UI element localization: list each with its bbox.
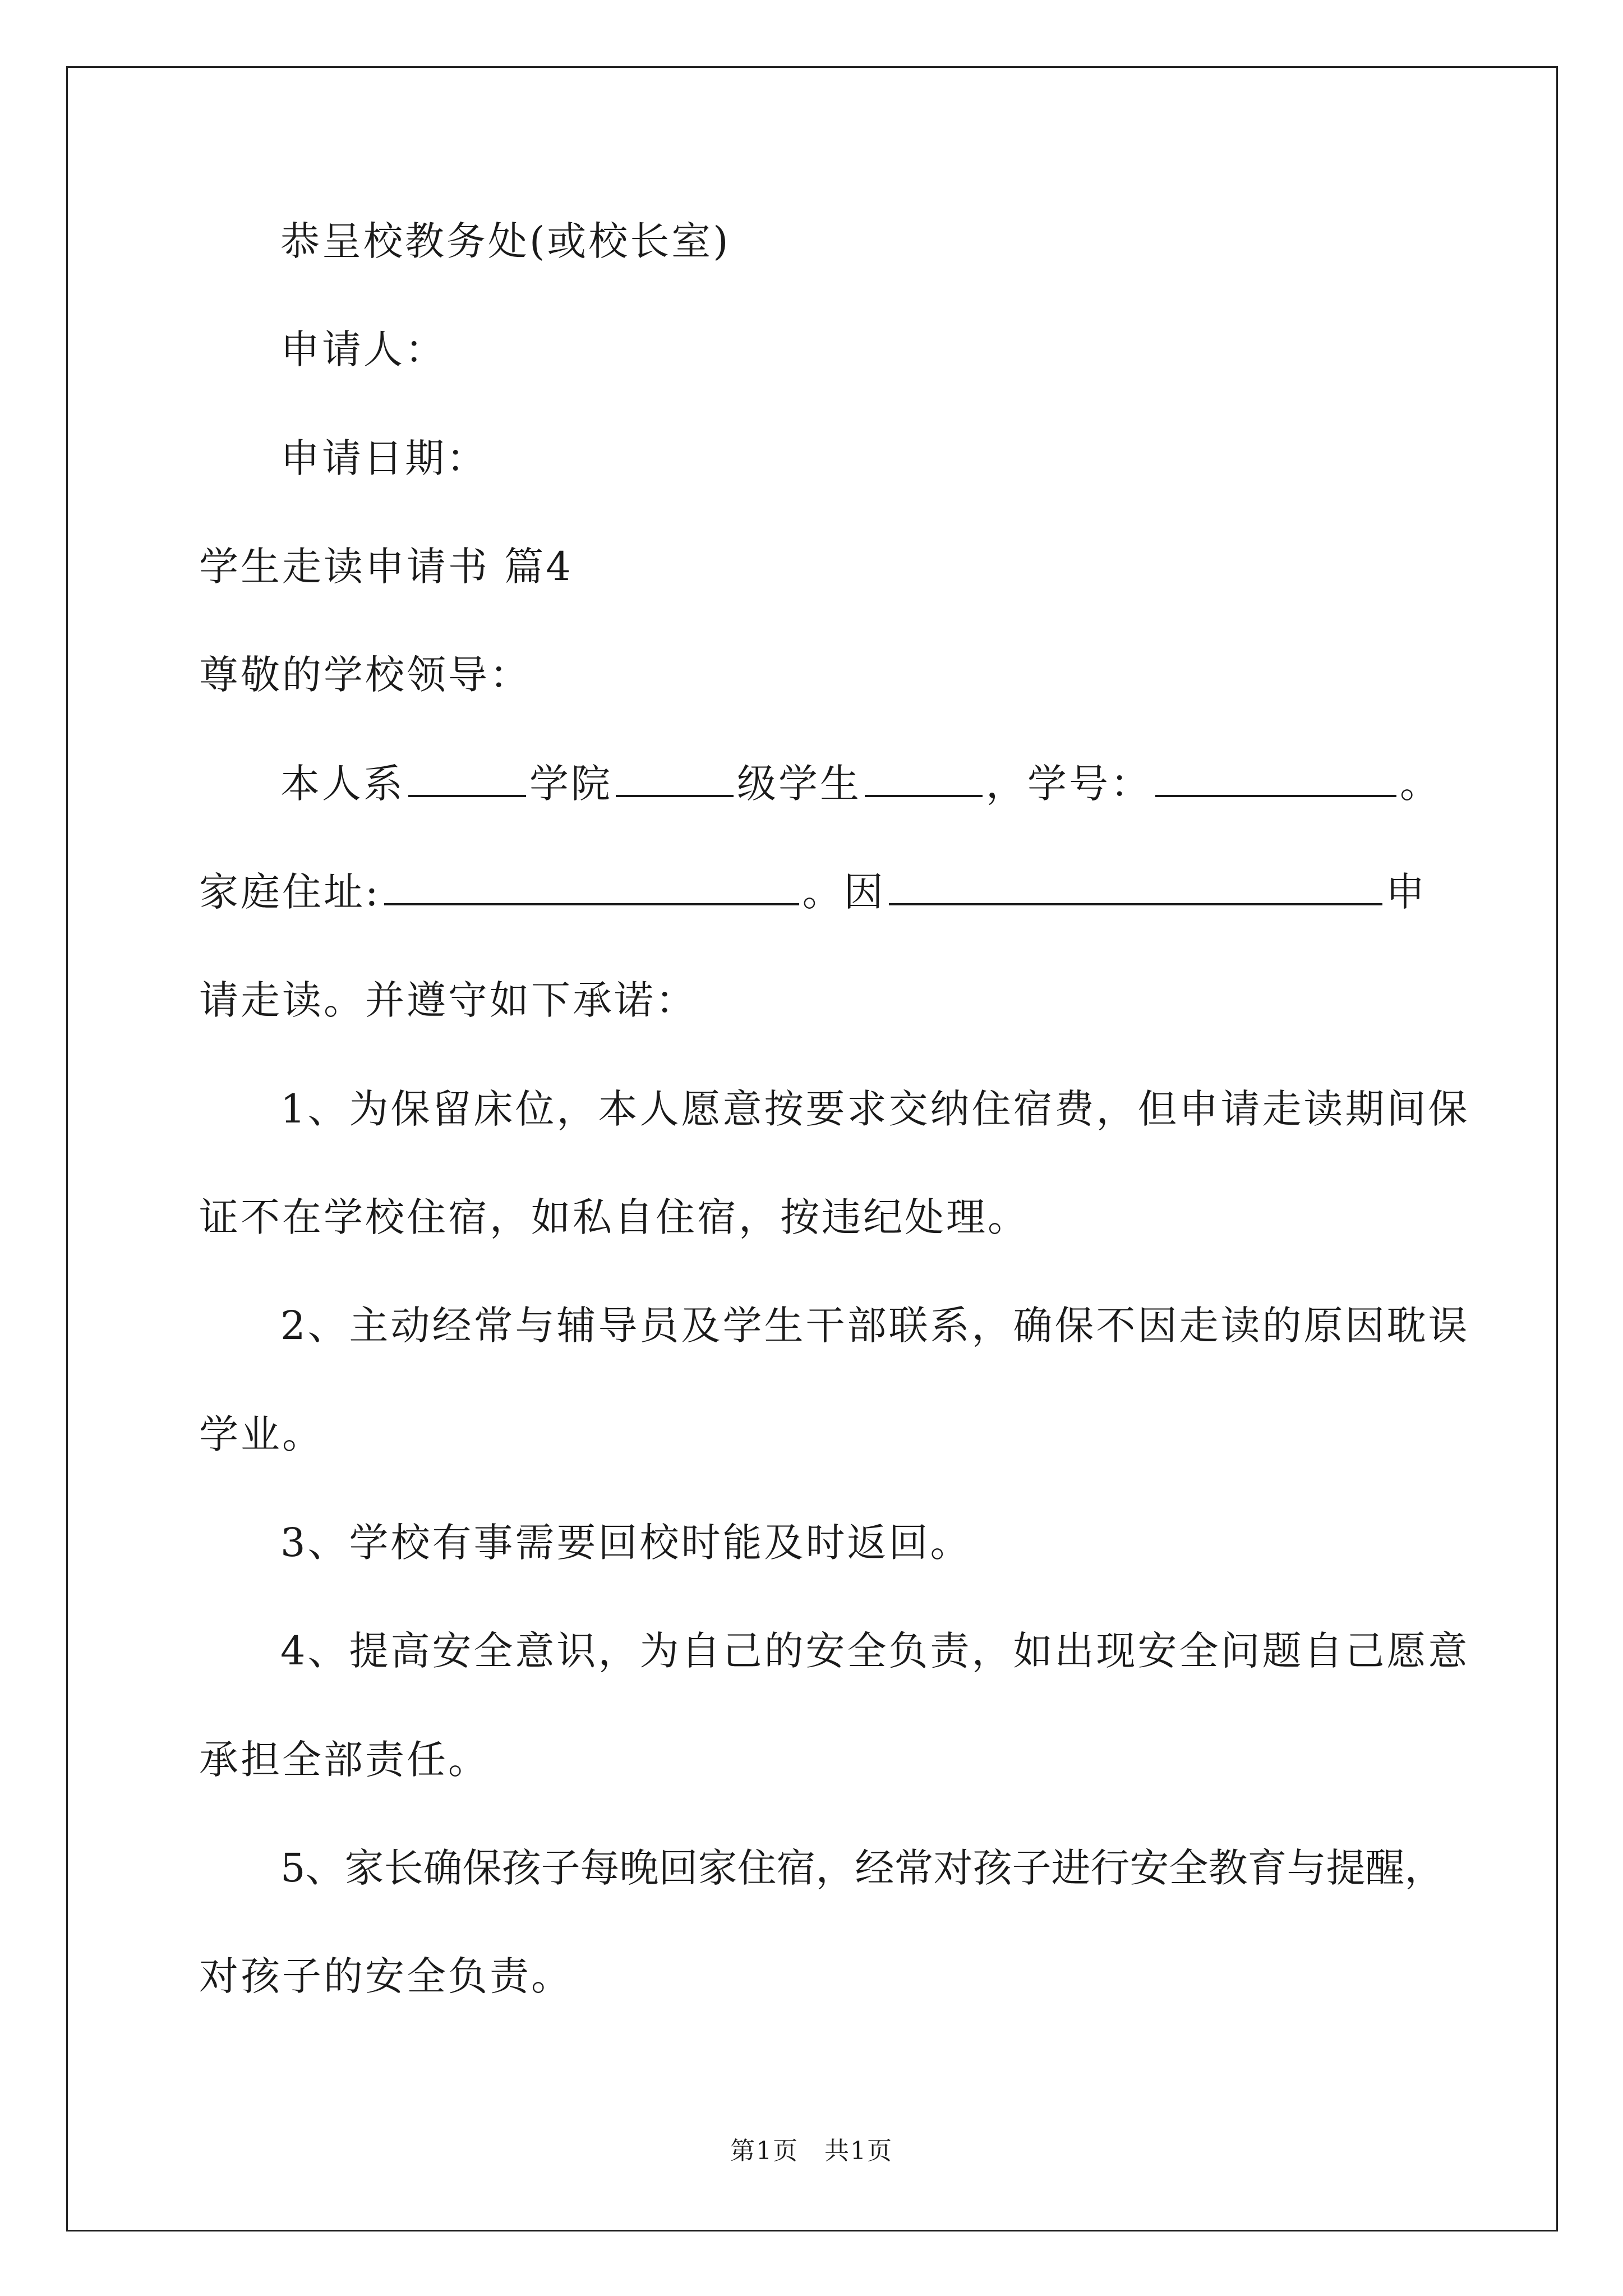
grade-blank: [865, 760, 983, 797]
item-2-line-1: 2、主动经常与辅导员及学生干部联系，确保不因走读的原因耽误: [280, 1303, 1470, 1349]
reason-blank: [889, 868, 1382, 905]
item-4-line-2: 承担全部责任。: [199, 1737, 490, 1783]
item-4-line-1: 4、提高安全意识，为自己的安全负责，如出现安全问题自己愿意: [280, 1628, 1470, 1674]
addressee-line: 恭呈校教务处(或校长室): [280, 218, 731, 264]
item-5-line-2: 对孩子的安全负责。: [199, 1953, 573, 1999]
intro-line-1: [280, 758, 1441, 809]
section-title: 学生走读申请书 篇4: [199, 544, 573, 590]
item-1-line-2: 证不在学校住宿，如私自住宿，按违纪处理。: [199, 1194, 1029, 1240]
date-label: 申请日期：: [280, 435, 488, 481]
intro-line-3: 请走读。并遵守如下承诺：: [199, 977, 697, 1023]
item-3-line-1: 3、学校有事需要回校时能及时返回。: [280, 1520, 972, 1566]
reason-label: 。因: [802, 869, 886, 915]
department-blank: [408, 760, 526, 797]
salutation: 尊敬的学校领导：: [199, 652, 531, 698]
applicant-label: 申请人：: [280, 326, 446, 372]
address-label: 家庭住址:: [199, 869, 381, 915]
intro-text-college: 学院: [529, 761, 612, 807]
intro-text-apply: 申: [1385, 869, 1427, 915]
page-border: [66, 66, 1558, 2231]
item-2-line-2: 学业。: [199, 1411, 324, 1457]
intro-text-period: 。: [1400, 761, 1441, 807]
college-blank: [616, 760, 734, 797]
address-blank: [384, 868, 799, 905]
item-5-line-1: 5、家长确保孩子每晚回家住宿，经常对孩子进行安全教育与提醒，: [280, 1845, 1444, 1891]
intro-text-dept: 本人系: [280, 761, 405, 807]
intro-text-grade: 级学生: [737, 761, 861, 807]
student-id-blank: [1155, 760, 1396, 797]
page-footer: 第1页 共1页: [730, 2137, 893, 2165]
intro-line-2: [199, 867, 1427, 917]
item-1-line-1: 1、为保留床位，本人愿意按要求交纳住宿费，但申请走读期间保: [280, 1086, 1470, 1132]
intro-text-student-id: ，学号：: [986, 761, 1152, 807]
